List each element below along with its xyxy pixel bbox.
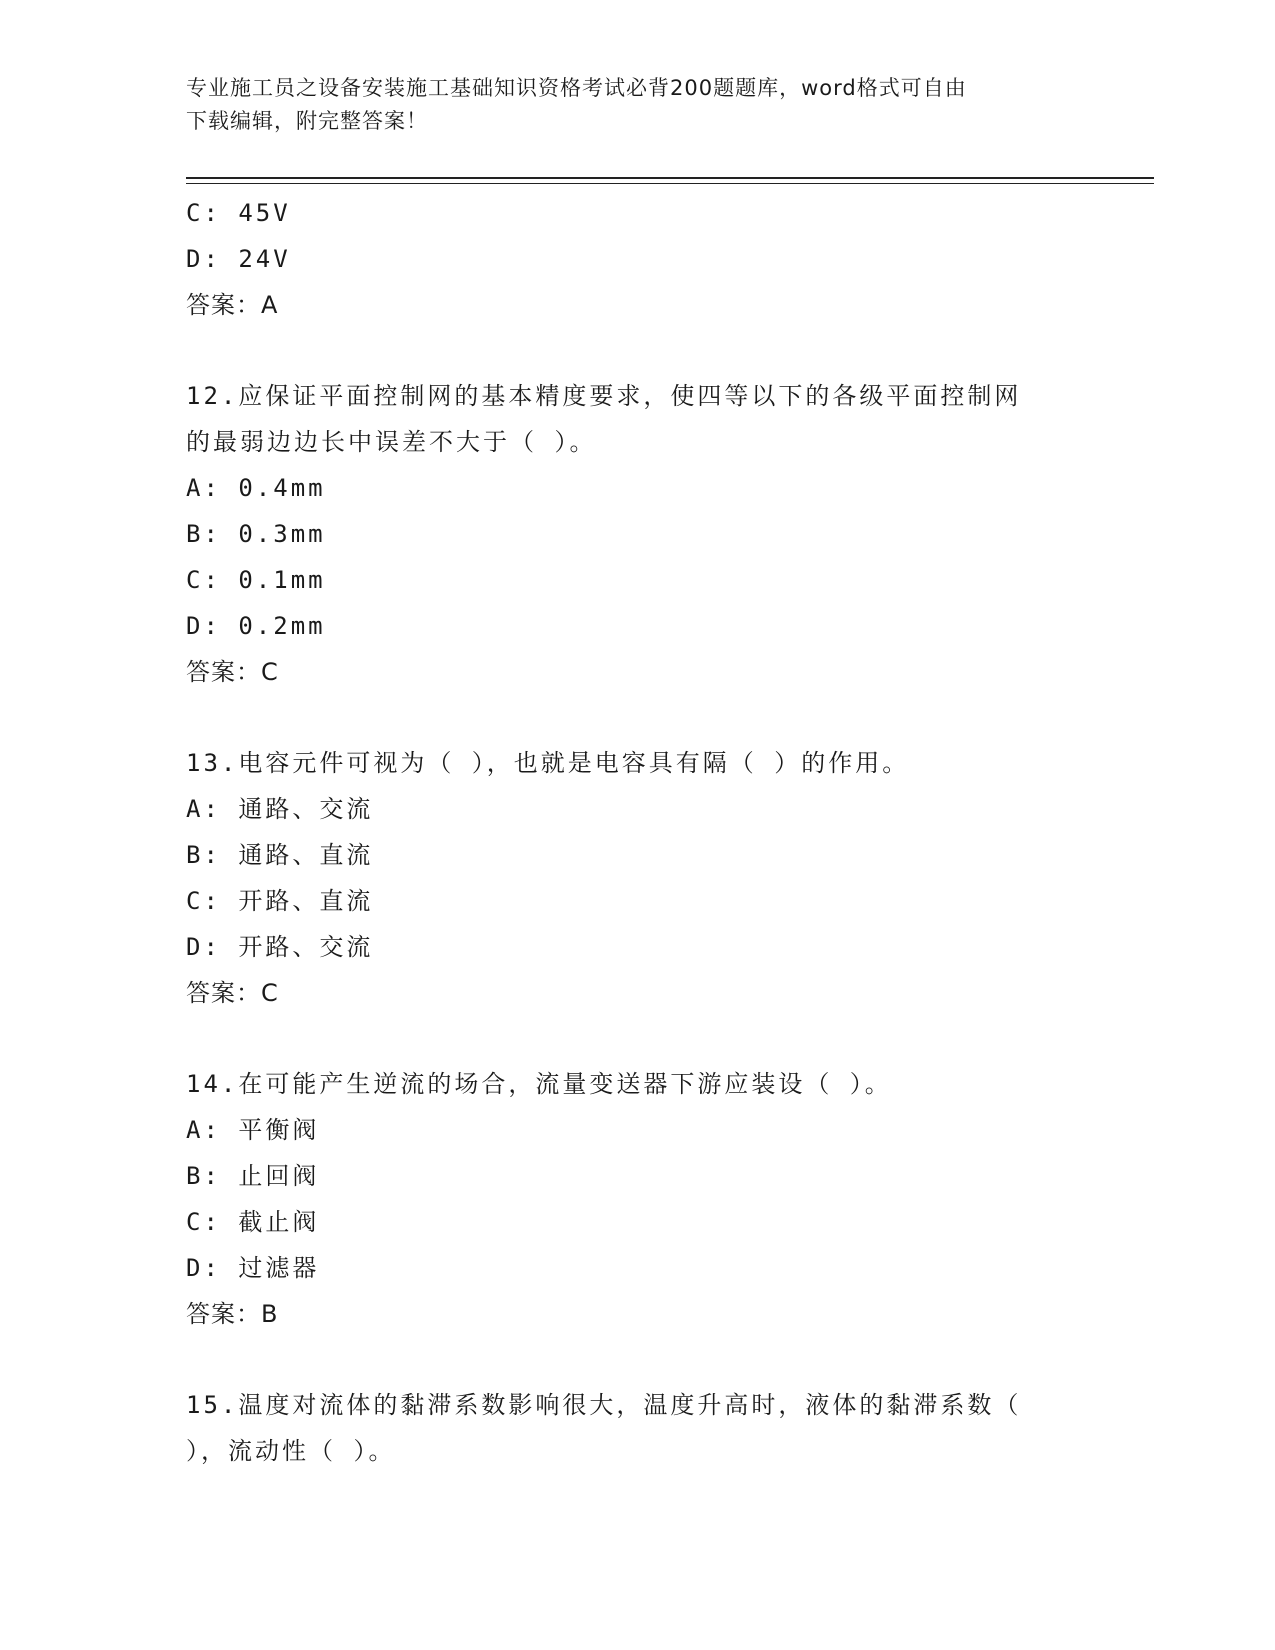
- answer-line: 答案：C: [186, 979, 279, 1007]
- option-d: D: 过滤器: [186, 1254, 320, 1282]
- option-b: B: 0.3mm: [186, 520, 326, 548]
- option-c: C: 截止阀: [186, 1208, 320, 1236]
- answer-line: 答案：C: [186, 658, 279, 686]
- option-c: C: 0.1mm: [186, 566, 326, 594]
- option-a: A: 通路、交流: [186, 795, 374, 823]
- option-b: B: 通路、直流: [186, 841, 374, 869]
- option-d: D: 开路、交流: [186, 933, 374, 961]
- question-15: [186, 1382, 1086, 1474]
- question-stem-line: ），流动性（ ）。: [186, 1437, 396, 1465]
- header-divider-thin: [186, 183, 1154, 184]
- document-header: [186, 72, 1086, 138]
- question-14: [186, 1061, 1086, 1337]
- option-d: D: 0.2mm: [186, 612, 326, 640]
- header-title-line-1: 专业施工员之设备安装施工基础知识资格考试必背200题题库，word格式可自由: [186, 76, 967, 100]
- question-content: [186, 190, 1086, 1474]
- option-b: B: 止回阀: [186, 1162, 320, 1190]
- option-a: A: 平衡阀: [186, 1116, 320, 1144]
- question-12: [186, 373, 1086, 695]
- option-a: A: 0.4mm: [186, 474, 326, 502]
- question-stem-line: 15.温度对流体的黏滞系数影响很大，温度升高时，液体的黏滞系数（: [186, 1391, 1022, 1419]
- answer-line: 答案：B: [186, 1300, 279, 1328]
- option-c: C: 45V: [186, 199, 291, 227]
- question-stem-line: 13.电容元件可视为（ ），也就是电容具有隔（ ）的作用。: [186, 749, 910, 777]
- option-c: C: 开路、直流: [186, 887, 374, 915]
- question-stem-line: 12.应保证平面控制网的基本精度要求，使四等以下的各级平面控制网: [186, 382, 1022, 410]
- question-stem-line: 的最弱边边长中误差不大于（ ）。: [186, 428, 597, 456]
- option-d: D: 24V: [186, 245, 291, 273]
- answer-line: 答案：A: [186, 291, 279, 319]
- header-title-line-2: 下载编辑，附完整答案！: [186, 109, 428, 133]
- question-stem-line: 14.在可能产生逆流的场合，流量变送器下游应装设（ ）。: [186, 1070, 892, 1098]
- question-13: [186, 740, 1086, 1016]
- header-divider-thick: [186, 177, 1154, 179]
